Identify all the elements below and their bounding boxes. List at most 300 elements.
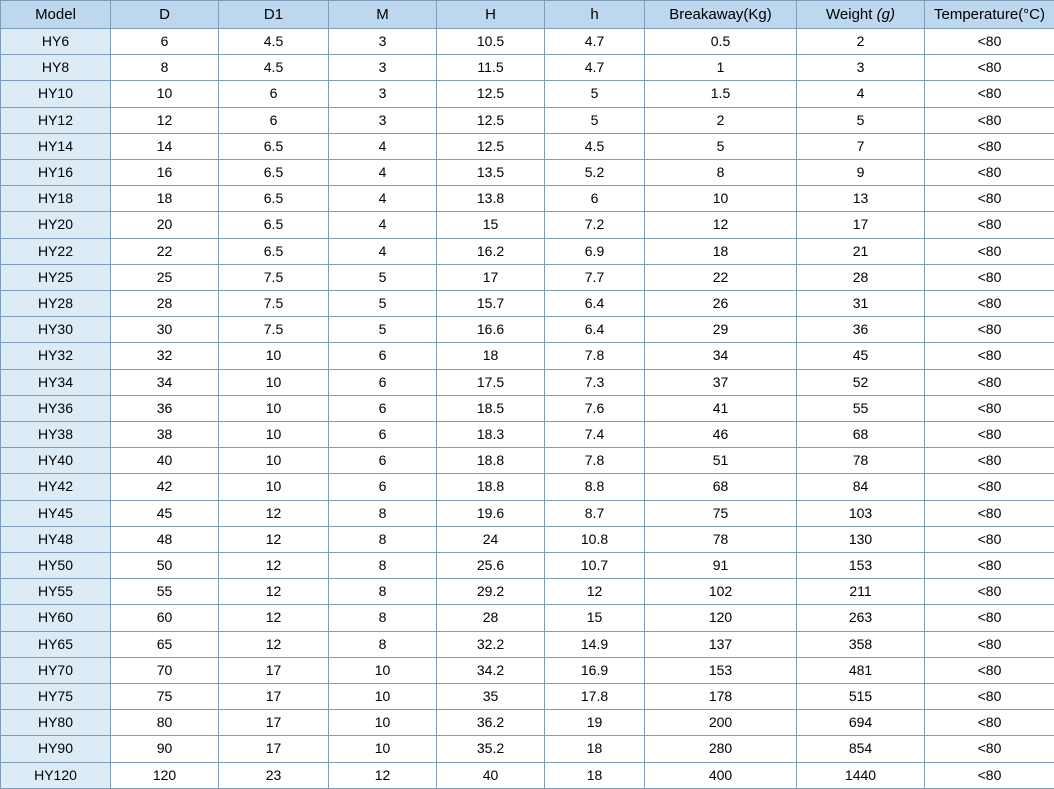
cell-h_cap: 12.5 — [437, 107, 545, 133]
cell-m: 4 — [329, 212, 437, 238]
cell-model: HY45 — [1, 500, 111, 526]
column-header-h-low: h — [545, 1, 645, 29]
cell-temperature: <80 — [925, 762, 1054, 788]
cell-model: HY32 — [1, 343, 111, 369]
cell-h_low: 6.9 — [545, 238, 645, 264]
cell-breakaway: 37 — [645, 369, 797, 395]
cell-d: 28 — [111, 291, 219, 317]
cell-h_cap: 18.3 — [437, 422, 545, 448]
cell-weight: 515 — [797, 684, 925, 710]
cell-h_low: 14.9 — [545, 631, 645, 657]
cell-breakaway: 153 — [645, 657, 797, 683]
cell-m: 6 — [329, 343, 437, 369]
cell-breakaway: 5 — [645, 133, 797, 159]
cell-d: 25 — [111, 264, 219, 290]
cell-breakaway: 0.5 — [645, 29, 797, 55]
cell-h_cap: 28 — [437, 605, 545, 631]
table-row — [1, 107, 1054, 133]
cell-d: 36 — [111, 395, 219, 421]
cell-temperature: <80 — [925, 684, 1054, 710]
table-row — [1, 526, 1054, 552]
cell-d1: 6.5 — [219, 160, 329, 186]
cell-temperature: <80 — [925, 81, 1054, 107]
cell-d1: 10 — [219, 343, 329, 369]
cell-d: 22 — [111, 238, 219, 264]
cell-model: HY14 — [1, 133, 111, 159]
cell-d1: 17 — [219, 710, 329, 736]
cell-weight: 52 — [797, 369, 925, 395]
cell-breakaway: 280 — [645, 736, 797, 762]
cell-model: HY6 — [1, 29, 111, 55]
cell-breakaway: 400 — [645, 762, 797, 788]
cell-h_cap: 25.6 — [437, 553, 545, 579]
cell-breakaway: 12 — [645, 212, 797, 238]
table-row — [1, 422, 1054, 448]
cell-d1: 6.5 — [219, 212, 329, 238]
cell-d1: 12 — [219, 579, 329, 605]
cell-d1: 7.5 — [219, 317, 329, 343]
cell-m: 6 — [329, 422, 437, 448]
cell-d: 50 — [111, 553, 219, 579]
table-row — [1, 657, 1054, 683]
cell-model: HY42 — [1, 474, 111, 500]
cell-model: HY22 — [1, 238, 111, 264]
cell-m: 6 — [329, 448, 437, 474]
cell-m: 8 — [329, 553, 437, 579]
cell-h_low: 8.8 — [545, 474, 645, 500]
cell-h_cap: 29.2 — [437, 579, 545, 605]
cell-h_cap: 35 — [437, 684, 545, 710]
cell-model: HY16 — [1, 160, 111, 186]
cell-h_cap: 19.6 — [437, 500, 545, 526]
cell-d1: 12 — [219, 553, 329, 579]
cell-d: 18 — [111, 186, 219, 212]
cell-weight: 358 — [797, 631, 925, 657]
cell-weight: 1440 — [797, 762, 925, 788]
table-body — [1, 29, 1054, 789]
cell-weight: 130 — [797, 526, 925, 552]
cell-h_low: 18 — [545, 762, 645, 788]
cell-d: 45 — [111, 500, 219, 526]
table-row — [1, 238, 1054, 264]
cell-m: 8 — [329, 579, 437, 605]
cell-h_low: 10.8 — [545, 526, 645, 552]
cell-model: HY60 — [1, 605, 111, 631]
cell-d: 30 — [111, 317, 219, 343]
cell-d: 40 — [111, 448, 219, 474]
cell-temperature: <80 — [925, 474, 1054, 500]
cell-h_low: 7.4 — [545, 422, 645, 448]
cell-d1: 6.5 — [219, 238, 329, 264]
cell-breakaway: 18 — [645, 238, 797, 264]
cell-d: 8 — [111, 55, 219, 81]
cell-d1: 10 — [219, 395, 329, 421]
cell-d1: 7.5 — [219, 264, 329, 290]
cell-m: 4 — [329, 238, 437, 264]
cell-breakaway: 10 — [645, 186, 797, 212]
cell-temperature: <80 — [925, 133, 1054, 159]
cell-d1: 12 — [219, 500, 329, 526]
cell-h_low: 6.4 — [545, 317, 645, 343]
cell-temperature: <80 — [925, 395, 1054, 421]
cell-d1: 6 — [219, 107, 329, 133]
table-row — [1, 369, 1054, 395]
cell-temperature: <80 — [925, 553, 1054, 579]
table-row — [1, 160, 1054, 186]
cell-breakaway: 91 — [645, 553, 797, 579]
cell-model: HY55 — [1, 579, 111, 605]
table-row — [1, 212, 1054, 238]
cell-weight: 694 — [797, 710, 925, 736]
column-header-weight — [797, 1, 925, 29]
cell-d: 70 — [111, 657, 219, 683]
cell-breakaway: 26 — [645, 291, 797, 317]
cell-weight: 28 — [797, 264, 925, 290]
cell-d1: 17 — [219, 736, 329, 762]
cell-m: 5 — [329, 291, 437, 317]
cell-h_low: 8.7 — [545, 500, 645, 526]
cell-m: 5 — [329, 264, 437, 290]
cell-d1: 12 — [219, 605, 329, 631]
cell-model: HY36 — [1, 395, 111, 421]
cell-weight: 5 — [797, 107, 925, 133]
cell-temperature: <80 — [925, 736, 1054, 762]
cell-h_cap: 17 — [437, 264, 545, 290]
cell-temperature: <80 — [925, 29, 1054, 55]
cell-d: 120 — [111, 762, 219, 788]
cell-h_cap: 34.2 — [437, 657, 545, 683]
cell-breakaway: 120 — [645, 605, 797, 631]
cell-model: HY10 — [1, 81, 111, 107]
column-header-d1: D1 — [219, 1, 329, 29]
cell-m: 3 — [329, 55, 437, 81]
cell-h_cap: 36.2 — [437, 710, 545, 736]
cell-h_cap: 32.2 — [437, 631, 545, 657]
table-row — [1, 29, 1054, 55]
cell-d: 6 — [111, 29, 219, 55]
cell-weight: 45 — [797, 343, 925, 369]
cell-m: 3 — [329, 81, 437, 107]
cell-h_low: 7.8 — [545, 343, 645, 369]
cell-h_low: 15 — [545, 605, 645, 631]
cell-d: 32 — [111, 343, 219, 369]
cell-breakaway: 46 — [645, 422, 797, 448]
cell-breakaway: 1 — [645, 55, 797, 81]
cell-d: 80 — [111, 710, 219, 736]
cell-model: HY30 — [1, 317, 111, 343]
cell-d: 10 — [111, 81, 219, 107]
column-header-d: D — [111, 1, 219, 29]
cell-d: 38 — [111, 422, 219, 448]
cell-d: 75 — [111, 684, 219, 710]
cell-d1: 6.5 — [219, 133, 329, 159]
cell-m: 6 — [329, 369, 437, 395]
cell-d1: 12 — [219, 631, 329, 657]
cell-model: HY75 — [1, 684, 111, 710]
cell-m: 8 — [329, 526, 437, 552]
cell-h_low: 7.3 — [545, 369, 645, 395]
cell-breakaway: 1.5 — [645, 81, 797, 107]
cell-model: HY80 — [1, 710, 111, 736]
cell-weight: 854 — [797, 736, 925, 762]
table-row — [1, 579, 1054, 605]
cell-d1: 10 — [219, 422, 329, 448]
cell-h_low: 6.4 — [545, 291, 645, 317]
cell-d1: 17 — [219, 684, 329, 710]
cell-h_cap: 12.5 — [437, 133, 545, 159]
cell-d: 55 — [111, 579, 219, 605]
cell-m: 8 — [329, 605, 437, 631]
cell-temperature: <80 — [925, 317, 1054, 343]
cell-m: 6 — [329, 474, 437, 500]
cell-breakaway: 68 — [645, 474, 797, 500]
column-header-h-cap: H — [437, 1, 545, 29]
column-header-breakaway: Breakaway(Kg) — [645, 1, 797, 29]
cell-temperature: <80 — [925, 264, 1054, 290]
cell-d: 34 — [111, 369, 219, 395]
cell-h_low: 7.8 — [545, 448, 645, 474]
column-header-weight-unit: (g) — [877, 6, 895, 23]
table-row — [1, 500, 1054, 526]
cell-weight: 263 — [797, 605, 925, 631]
cell-h_low: 7.7 — [545, 264, 645, 290]
cell-d: 65 — [111, 631, 219, 657]
cell-h_cap: 10.5 — [437, 29, 545, 55]
cell-m: 4 — [329, 133, 437, 159]
cell-h_low: 6 — [545, 186, 645, 212]
cell-weight: 17 — [797, 212, 925, 238]
cell-temperature: <80 — [925, 107, 1054, 133]
cell-weight: 9 — [797, 160, 925, 186]
cell-model: HY40 — [1, 448, 111, 474]
cell-weight: 103 — [797, 500, 925, 526]
cell-d1: 23 — [219, 762, 329, 788]
cell-d: 12 — [111, 107, 219, 133]
table-row — [1, 736, 1054, 762]
cell-h_cap: 40 — [437, 762, 545, 788]
cell-model: HY20 — [1, 212, 111, 238]
cell-breakaway: 51 — [645, 448, 797, 474]
cell-model: HY38 — [1, 422, 111, 448]
cell-d: 20 — [111, 212, 219, 238]
cell-model: HY70 — [1, 657, 111, 683]
cell-temperature: <80 — [925, 212, 1054, 238]
cell-model: HY90 — [1, 736, 111, 762]
cell-m: 12 — [329, 762, 437, 788]
cell-breakaway: 22 — [645, 264, 797, 290]
cell-m: 4 — [329, 160, 437, 186]
cell-h_low: 7.2 — [545, 212, 645, 238]
table-row — [1, 684, 1054, 710]
cell-temperature: <80 — [925, 422, 1054, 448]
cell-breakaway: 200 — [645, 710, 797, 736]
cell-breakaway: 34 — [645, 343, 797, 369]
cell-weight: 3 — [797, 55, 925, 81]
cell-h_cap: 16.6 — [437, 317, 545, 343]
cell-model: HY28 — [1, 291, 111, 317]
column-header-weight-text: Weight — [826, 6, 877, 23]
cell-weight: 31 — [797, 291, 925, 317]
cell-temperature: <80 — [925, 579, 1054, 605]
cell-temperature: <80 — [925, 369, 1054, 395]
cell-weight: 4 — [797, 81, 925, 107]
cell-h_cap: 12.5 — [437, 81, 545, 107]
cell-breakaway: 2 — [645, 107, 797, 133]
cell-d: 42 — [111, 474, 219, 500]
cell-temperature: <80 — [925, 186, 1054, 212]
cell-temperature: <80 — [925, 605, 1054, 631]
cell-h_cap: 18.8 — [437, 448, 545, 474]
cell-m: 10 — [329, 736, 437, 762]
cell-breakaway: 29 — [645, 317, 797, 343]
cell-breakaway: 137 — [645, 631, 797, 657]
cell-weight: 55 — [797, 395, 925, 421]
table-row — [1, 317, 1054, 343]
cell-weight: 68 — [797, 422, 925, 448]
table-row — [1, 710, 1054, 736]
cell-model: HY48 — [1, 526, 111, 552]
column-header-m: M — [329, 1, 437, 29]
cell-h_low: 5.2 — [545, 160, 645, 186]
column-header-model: Model — [1, 1, 111, 29]
cell-model: HY25 — [1, 264, 111, 290]
cell-temperature: <80 — [925, 500, 1054, 526]
cell-h_low: 19 — [545, 710, 645, 736]
cell-breakaway: 78 — [645, 526, 797, 552]
cell-m: 5 — [329, 317, 437, 343]
cell-h_cap: 18 — [437, 343, 545, 369]
cell-d: 90 — [111, 736, 219, 762]
cell-d1: 4.5 — [219, 29, 329, 55]
cell-temperature: <80 — [925, 710, 1054, 736]
table-row — [1, 553, 1054, 579]
cell-h_cap: 18.5 — [437, 395, 545, 421]
cell-h_cap: 18.8 — [437, 474, 545, 500]
cell-d1: 10 — [219, 474, 329, 500]
cell-m: 8 — [329, 631, 437, 657]
cell-d: 16 — [111, 160, 219, 186]
table-row — [1, 133, 1054, 159]
table-row — [1, 343, 1054, 369]
cell-breakaway: 178 — [645, 684, 797, 710]
table-row — [1, 81, 1054, 107]
cell-h_low: 18 — [545, 736, 645, 762]
cell-temperature: <80 — [925, 291, 1054, 317]
cell-d: 14 — [111, 133, 219, 159]
cell-h_cap: 17.5 — [437, 369, 545, 395]
cell-h_low: 4.7 — [545, 55, 645, 81]
cell-model: HY65 — [1, 631, 111, 657]
cell-temperature: <80 — [925, 55, 1054, 81]
cell-m: 3 — [329, 29, 437, 55]
cell-h_low: 10.7 — [545, 553, 645, 579]
cell-weight: 84 — [797, 474, 925, 500]
table-row — [1, 474, 1054, 500]
cell-h_low: 16.9 — [545, 657, 645, 683]
table-row — [1, 264, 1054, 290]
cell-h_cap: 24 — [437, 526, 545, 552]
cell-weight: 13 — [797, 186, 925, 212]
cell-temperature: <80 — [925, 526, 1054, 552]
cell-breakaway: 75 — [645, 500, 797, 526]
cell-h_low: 4.5 — [545, 133, 645, 159]
cell-m: 4 — [329, 186, 437, 212]
cell-m: 10 — [329, 710, 437, 736]
cell-m: 6 — [329, 395, 437, 421]
cell-m: 3 — [329, 107, 437, 133]
cell-weight: 481 — [797, 657, 925, 683]
table-row — [1, 55, 1054, 81]
table-row — [1, 448, 1054, 474]
column-header-temperature: Temperature(°C) — [925, 1, 1054, 29]
cell-model: HY50 — [1, 553, 111, 579]
cell-h_cap: 13.5 — [437, 160, 545, 186]
cell-model: HY120 — [1, 762, 111, 788]
cell-h_low: 7.6 — [545, 395, 645, 421]
cell-m: 8 — [329, 500, 437, 526]
cell-model: HY12 — [1, 107, 111, 133]
cell-h_low: 5 — [545, 81, 645, 107]
cell-h_cap: 11.5 — [437, 55, 545, 81]
cell-weight: 2 — [797, 29, 925, 55]
cell-d1: 6.5 — [219, 186, 329, 212]
cell-h_cap: 15 — [437, 212, 545, 238]
cell-weight: 211 — [797, 579, 925, 605]
table-row — [1, 186, 1054, 212]
cell-d1: 10 — [219, 369, 329, 395]
cell-weight: 78 — [797, 448, 925, 474]
cell-d1: 4.5 — [219, 55, 329, 81]
cell-h_low: 12 — [545, 579, 645, 605]
cell-weight: 153 — [797, 553, 925, 579]
cell-temperature: <80 — [925, 238, 1054, 264]
cell-temperature: <80 — [925, 448, 1054, 474]
cell-temperature: <80 — [925, 343, 1054, 369]
cell-d: 60 — [111, 605, 219, 631]
table-row — [1, 291, 1054, 317]
cell-breakaway: 41 — [645, 395, 797, 421]
cell-temperature: <80 — [925, 631, 1054, 657]
table-row — [1, 395, 1054, 421]
cell-model: HY18 — [1, 186, 111, 212]
cell-temperature: <80 — [925, 160, 1054, 186]
cell-d1: 10 — [219, 448, 329, 474]
table-header-row — [1, 1, 1054, 29]
cell-d: 48 — [111, 526, 219, 552]
cell-h_low: 17.8 — [545, 684, 645, 710]
cell-h_cap: 13.8 — [437, 186, 545, 212]
cell-weight: 7 — [797, 133, 925, 159]
cell-h_cap: 15.7 — [437, 291, 545, 317]
cell-d1: 17 — [219, 657, 329, 683]
cell-h_cap: 16.2 — [437, 238, 545, 264]
cell-breakaway: 102 — [645, 579, 797, 605]
cell-model: HY34 — [1, 369, 111, 395]
cell-d1: 12 — [219, 526, 329, 552]
cell-h_low: 5 — [545, 107, 645, 133]
cell-weight: 36 — [797, 317, 925, 343]
cell-breakaway: 8 — [645, 160, 797, 186]
cell-model: HY8 — [1, 55, 111, 81]
table-row — [1, 762, 1054, 788]
cell-temperature: <80 — [925, 657, 1054, 683]
cell-m: 10 — [329, 684, 437, 710]
table-row — [1, 631, 1054, 657]
cell-h_low: 4.7 — [545, 29, 645, 55]
cell-h_cap: 35.2 — [437, 736, 545, 762]
cell-d1: 7.5 — [219, 291, 329, 317]
cell-weight: 21 — [797, 238, 925, 264]
